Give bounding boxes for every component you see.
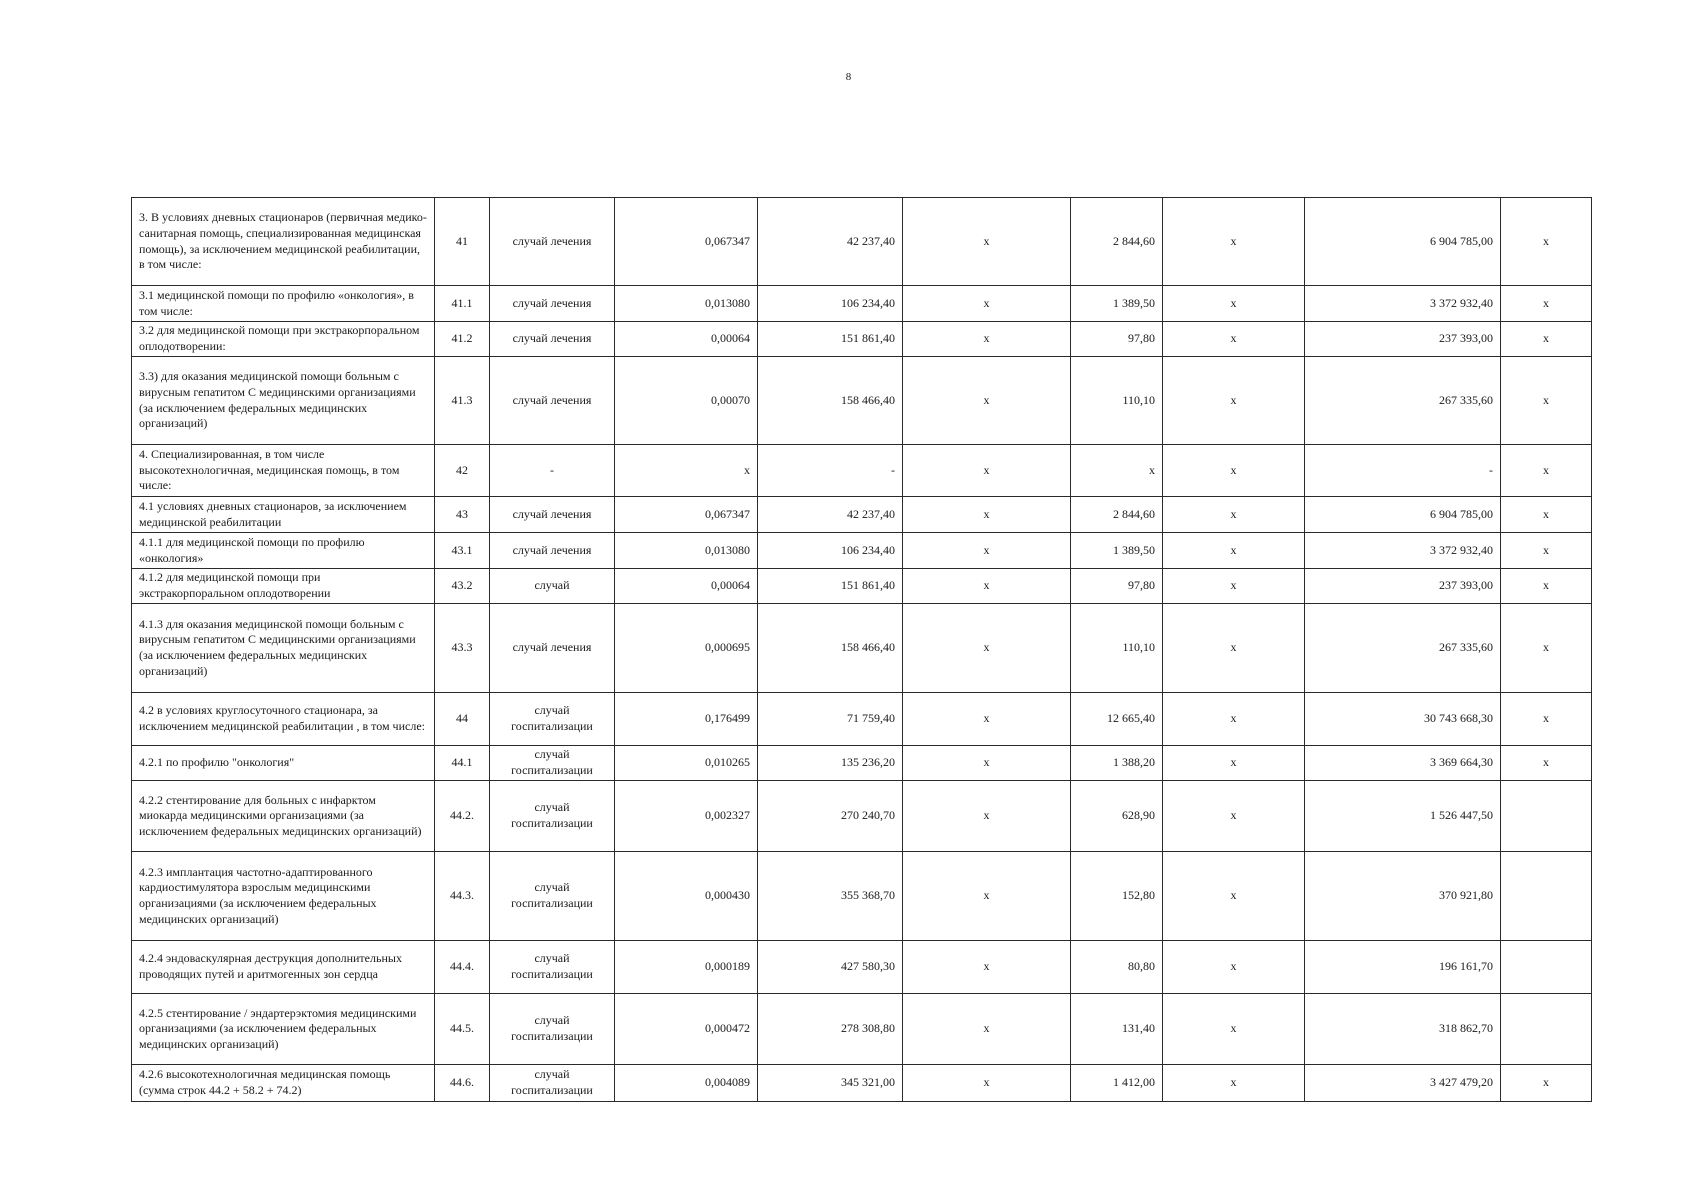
cell-col-6: х (903, 941, 1071, 994)
cell-cost: - (758, 445, 903, 497)
row-description: 4.1.2 для медицинской помощи при экстракорпоральном оплодотворении (132, 569, 435, 604)
unit-of-measure: случай (490, 569, 615, 604)
table-row (132, 781, 1592, 852)
table-row (132, 497, 1592, 533)
row-code: 44.6. (435, 1065, 490, 1102)
cell-total: 370 921,80 (1305, 852, 1501, 941)
cell-cost: 151 861,40 (758, 322, 903, 357)
table-row (132, 941, 1592, 994)
row-description: 3.2 для медицинской помощи при экстракорпоральном оплодотворении: (132, 322, 435, 357)
table-row (132, 1065, 1592, 1102)
cell-total: 3 372 932,40 (1305, 286, 1501, 322)
cell-col-10: х (1501, 445, 1592, 497)
cell-col-6: х (903, 852, 1071, 941)
cell-col-6: х (903, 693, 1071, 746)
cell-cost: 151 861,40 (758, 569, 903, 604)
cell-cost: 158 466,40 (758, 357, 903, 445)
table-row (132, 693, 1592, 746)
unit-of-measure: - (490, 445, 615, 497)
cell-col-8: х (1163, 322, 1305, 357)
cell-col-10 (1501, 781, 1592, 852)
cell-norm: 0,176499 (615, 693, 758, 746)
row-description: 4.2.1 по профилю "онкология" (132, 746, 435, 781)
cell-col-8: х (1163, 533, 1305, 569)
cell-norm: 0,067347 (615, 198, 758, 286)
unit-of-measure: случай лечения (490, 497, 615, 533)
row-description: 4.1.1 для медицинской помощи по профилю «онкология» (132, 533, 435, 569)
cell-per-capita: 152,80 (1071, 852, 1163, 941)
unit-of-measure: случай госпитализации (490, 1065, 615, 1102)
cell-per-capita: х (1071, 445, 1163, 497)
unit-of-measure: случай лечения (490, 604, 615, 693)
cell-col-8: х (1163, 357, 1305, 445)
cell-total: 3 372 932,40 (1305, 533, 1501, 569)
cell-total: 1 526 447,50 (1305, 781, 1501, 852)
cell-total: 6 904 785,00 (1305, 198, 1501, 286)
row-description: 3. В условиях дневных стационаров (первичная медико-санитарная помощь, специализированная медицинская помощь), за исключением медицинской реабилитации, в том числе: (132, 198, 435, 286)
table-row (132, 533, 1592, 569)
cell-total: 6 904 785,00 (1305, 497, 1501, 533)
unit-of-measure: случай госпитализации (490, 994, 615, 1065)
cell-cost: 42 237,40 (758, 497, 903, 533)
cell-norm: 0,067347 (615, 497, 758, 533)
cell-col-6: х (903, 994, 1071, 1065)
cell-per-capita: 1 412,00 (1071, 1065, 1163, 1102)
cell-per-capita: 131,40 (1071, 994, 1163, 1065)
table-row (132, 994, 1592, 1065)
row-code: 41 (435, 198, 490, 286)
cell-col-8: х (1163, 198, 1305, 286)
cell-col-10: х (1501, 746, 1592, 781)
cell-col-8: х (1163, 693, 1305, 746)
table-row (132, 198, 1592, 286)
cell-cost: 355 368,70 (758, 852, 903, 941)
cell-col-6: х (903, 357, 1071, 445)
cell-col-10: х (1501, 533, 1592, 569)
page-number: 8 (845, 71, 852, 83)
row-code: 44 (435, 693, 490, 746)
row-code: 43.1 (435, 533, 490, 569)
cell-norm: 0,00064 (615, 322, 758, 357)
row-code: 44.1 (435, 746, 490, 781)
cell-col-10 (1501, 994, 1592, 1065)
row-description: 4. Специализированная, в том числе высокотехнологичная, медицинская помощь, в том числе: (132, 445, 435, 497)
row-code: 44.3. (435, 852, 490, 941)
cell-col-8: х (1163, 604, 1305, 693)
cell-norm: 0,00064 (615, 569, 758, 604)
cell-norm: 0,002327 (615, 781, 758, 852)
cell-cost: 106 234,40 (758, 533, 903, 569)
cell-col-10: х (1501, 1065, 1592, 1102)
unit-of-measure: случай лечения (490, 357, 615, 445)
row-code: 41.2 (435, 322, 490, 357)
cell-col-6: х (903, 604, 1071, 693)
cell-per-capita: 12 665,40 (1071, 693, 1163, 746)
cell-total: 237 393,00 (1305, 322, 1501, 357)
row-description: 4.2.6 высокотехнологичная медицинская помощь (сумма строк 44.2 + 58.2 + 74.2) (132, 1065, 435, 1102)
cell-per-capita: 1 389,50 (1071, 533, 1163, 569)
cell-col-10: х (1501, 569, 1592, 604)
cell-per-capita: 1 389,50 (1071, 286, 1163, 322)
cell-norm: х (615, 445, 758, 497)
cell-col-8: х (1163, 746, 1305, 781)
cell-norm: 0,000695 (615, 604, 758, 693)
cell-per-capita: 97,80 (1071, 569, 1163, 604)
cell-col-10: х (1501, 198, 1592, 286)
row-description: 4.2.3 имплантация частотно-адаптированного кардиостимулятора взрослым медицинскими организациями (за исключением федеральных медицинских организаций) (132, 852, 435, 941)
cell-col-8: х (1163, 941, 1305, 994)
cell-per-capita: 2 844,60 (1071, 497, 1163, 533)
cell-cost: 42 237,40 (758, 198, 903, 286)
table-row (132, 445, 1592, 497)
cell-cost: 71 759,40 (758, 693, 903, 746)
cell-col-6: х (903, 445, 1071, 497)
row-code: 44.2. (435, 781, 490, 852)
cell-norm: 0,013080 (615, 286, 758, 322)
row-description: 3.3) для оказания медицинской помощи больным с вирусным гепатитом С медицинскими организациями (за исключением федеральных медицинских организаций) (132, 357, 435, 445)
cell-col-8: х (1163, 852, 1305, 941)
cell-col-6: х (903, 322, 1071, 357)
row-code: 44.5. (435, 994, 490, 1065)
table-row (132, 286, 1592, 322)
unit-of-measure: случай лечения (490, 322, 615, 357)
cell-per-capita: 110,10 (1071, 357, 1163, 445)
table-row (132, 357, 1592, 445)
row-description: 4.1 условиях дневных стационаров, за исключением медицинской реабилитации (132, 497, 435, 533)
cell-col-10 (1501, 852, 1592, 941)
unit-of-measure: случай лечения (490, 533, 615, 569)
row-description: 3.1 медицинской помощи по профилю «онкология», в том числе: (132, 286, 435, 322)
unit-of-measure: случай госпитализации (490, 781, 615, 852)
cell-per-capita: 2 844,60 (1071, 198, 1163, 286)
row-description: 4.2.2 стентирование для больных с инфарктом миокарда медицинскими организациями (за исключением федеральных медицинских организаций) (132, 781, 435, 852)
table-row (132, 322, 1592, 357)
row-code: 43.3 (435, 604, 490, 693)
cell-col-10: х (1501, 322, 1592, 357)
row-code: 43 (435, 497, 490, 533)
cell-norm: 0,010265 (615, 746, 758, 781)
cell-col-6: х (903, 286, 1071, 322)
cell-total: 267 335,60 (1305, 357, 1501, 445)
cell-col-10 (1501, 941, 1592, 994)
cell-cost: 278 308,80 (758, 994, 903, 1065)
row-code: 41.1 (435, 286, 490, 322)
unit-of-measure: случай госпитализации (490, 746, 615, 781)
cell-col-6: х (903, 1065, 1071, 1102)
cell-total: 237 393,00 (1305, 569, 1501, 604)
table-body (132, 198, 1592, 1102)
cell-col-8: х (1163, 569, 1305, 604)
cell-col-6: х (903, 781, 1071, 852)
cell-per-capita: 110,10 (1071, 604, 1163, 693)
row-code: 41.3 (435, 357, 490, 445)
cell-col-6: х (903, 569, 1071, 604)
cell-col-10: х (1501, 286, 1592, 322)
cell-norm: 0,000189 (615, 941, 758, 994)
cell-total: 318 862,70 (1305, 994, 1501, 1065)
row-description: 4.2 в условиях круглосуточного стационара, за исключением медицинской реабилитации , в том числе: (132, 693, 435, 746)
row-description: 4.1.3 для оказания медицинской помощи больным с вирусным гепатитом С медицинскими организациями (за исключением федеральных медицинских организаций) (132, 604, 435, 693)
unit-of-measure: случай госпитализации (490, 941, 615, 994)
cell-col-6: х (903, 746, 1071, 781)
cell-col-6: х (903, 497, 1071, 533)
row-description: 4.2.5 стентирование / эндартерэктомия медицинскими организациями (за исключением федеральных медицинских организаций) (132, 994, 435, 1065)
cell-total: 267 335,60 (1305, 604, 1501, 693)
data-table (131, 197, 1592, 1102)
row-code: 43.2 (435, 569, 490, 604)
cell-norm: 0,000472 (615, 994, 758, 1065)
row-code: 42 (435, 445, 490, 497)
cell-col-10: х (1501, 604, 1592, 693)
cell-col-10: х (1501, 693, 1592, 746)
cell-per-capita: 628,90 (1071, 781, 1163, 852)
cell-col-6: х (903, 533, 1071, 569)
cell-col-8: х (1163, 994, 1305, 1065)
cell-total: 30 743 668,30 (1305, 693, 1501, 746)
cell-per-capita: 80,80 (1071, 941, 1163, 994)
cell-total: - (1305, 445, 1501, 497)
cell-col-6: х (903, 198, 1071, 286)
table-row (132, 746, 1592, 781)
cell-cost: 135 236,20 (758, 746, 903, 781)
row-description: 4.2.4 эндоваскулярная деструкция дополнительных проводящих путей и аритмогенных зон сердца (132, 941, 435, 994)
cell-cost: 158 466,40 (758, 604, 903, 693)
cell-norm: 0,013080 (615, 533, 758, 569)
table-row (132, 569, 1592, 604)
cell-cost: 427 580,30 (758, 941, 903, 994)
cell-cost: 345 321,00 (758, 1065, 903, 1102)
cell-col-8: х (1163, 781, 1305, 852)
cell-col-8: х (1163, 1065, 1305, 1102)
unit-of-measure: случай госпитализации (490, 693, 615, 746)
cell-total: 196 161,70 (1305, 941, 1501, 994)
cell-col-8: х (1163, 445, 1305, 497)
cell-col-10: х (1501, 497, 1592, 533)
cell-cost: 270 240,70 (758, 781, 903, 852)
cell-norm: 0,004089 (615, 1065, 758, 1102)
cell-col-10: х (1501, 357, 1592, 445)
cell-total: 3 427 479,20 (1305, 1065, 1501, 1102)
unit-of-measure: случай лечения (490, 198, 615, 286)
cell-total: 3 369 664,30 (1305, 746, 1501, 781)
row-code: 44.4. (435, 941, 490, 994)
cell-per-capita: 97,80 (1071, 322, 1163, 357)
unit-of-measure: случай госпитализации (490, 852, 615, 941)
unit-of-measure: случай лечения (490, 286, 615, 322)
cell-norm: 0,00070 (615, 357, 758, 445)
cell-cost: 106 234,40 (758, 286, 903, 322)
cell-per-capita: 1 388,20 (1071, 746, 1163, 781)
table-row (132, 852, 1592, 941)
cell-col-8: х (1163, 497, 1305, 533)
table-row (132, 604, 1592, 693)
cell-norm: 0,000430 (615, 852, 758, 941)
cell-col-8: х (1163, 286, 1305, 322)
